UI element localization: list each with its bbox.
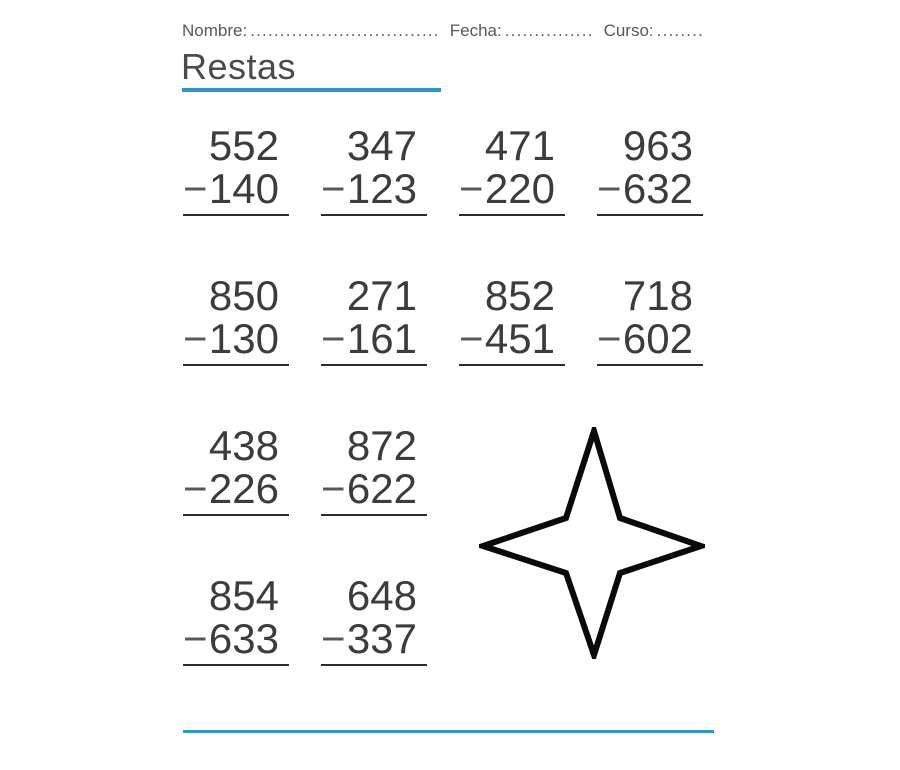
answer-line: [321, 364, 427, 366]
four-pointed-star-icon: [479, 427, 705, 659]
subtraction-problem: [321, 424, 427, 516]
subtrahend: 123: [346, 165, 417, 212]
course-dotted-line: ........: [656, 21, 705, 40]
subtrahend: 226: [208, 465, 279, 512]
subtraction-problem: [459, 274, 565, 366]
date-dotted-line: ...............: [504, 21, 594, 40]
subtraction-problem: [459, 124, 565, 216]
subtrahend: 451: [484, 315, 555, 362]
minus-sign: −: [597, 315, 622, 362]
minuend: 872: [346, 422, 417, 469]
subtraction-problem: [597, 274, 703, 366]
answer-line: [183, 214, 289, 216]
minus-sign: −: [183, 165, 208, 212]
minus-sign: −: [321, 615, 346, 662]
date-field: [450, 21, 594, 41]
subtrahend: 337: [346, 615, 417, 662]
subtraction-problem: [321, 274, 427, 366]
subtrahend: 130: [208, 315, 279, 362]
date-label: Fecha:: [449, 21, 502, 40]
footer-rule: [183, 730, 714, 733]
answer-line: [321, 214, 427, 216]
minuend: 718: [622, 272, 693, 319]
subtraction-problem: [321, 124, 427, 216]
minus-sign: −: [321, 315, 346, 362]
minus-sign: −: [321, 465, 346, 512]
answer-line: [183, 664, 289, 666]
subtraction-problem: [183, 574, 289, 666]
minuend: 347: [346, 122, 417, 169]
subtrahend: 140: [208, 165, 279, 212]
name-label: Nombre:: [182, 21, 248, 40]
answer-line: [597, 364, 703, 366]
subtrahend: 602: [622, 315, 693, 362]
answer-line: [183, 364, 289, 366]
name-dotted-line: ................................: [250, 21, 440, 40]
answer-line: [321, 664, 427, 666]
minuend: 552: [208, 122, 279, 169]
subtraction-problem: [183, 424, 289, 516]
subtrahend: 633: [208, 615, 279, 662]
answer-line: [597, 214, 703, 216]
subtraction-problem: [183, 274, 289, 366]
problem-row-2: [183, 274, 703, 366]
subtraction-problem: [321, 574, 427, 666]
answer-line: [321, 514, 427, 516]
minus-sign: −: [183, 615, 208, 662]
header-fill-in-row: [182, 21, 722, 41]
subtrahend: 622: [346, 465, 417, 512]
course-field: [604, 21, 704, 41]
subtrahend: 220: [484, 165, 555, 212]
minus-sign: −: [597, 165, 622, 212]
minuend: 438: [208, 422, 279, 469]
minus-sign: −: [321, 165, 346, 212]
subtraction-problem: [183, 124, 289, 216]
minuend: 648: [346, 572, 417, 619]
minuend: 963: [622, 122, 693, 169]
answer-line: [459, 214, 565, 216]
subtraction-problem: [597, 124, 703, 216]
problem-row-1: [183, 124, 703, 216]
minuend: 850: [208, 272, 279, 319]
answer-line: [183, 514, 289, 516]
minuend: 271: [346, 272, 417, 319]
answer-line: [459, 364, 565, 366]
page-title: Restas: [181, 46, 297, 87]
minus-sign: −: [183, 315, 208, 362]
subtrahend: 161: [346, 315, 417, 362]
course-label: Curso:: [603, 21, 654, 40]
name-field: [182, 21, 440, 41]
minuend: 471: [484, 122, 555, 169]
minuend: 852: [484, 272, 555, 319]
title-underline: [182, 88, 441, 92]
minuend: 854: [208, 572, 279, 619]
minus-sign: −: [459, 165, 484, 212]
subtrahend: 632: [622, 165, 693, 212]
minus-sign: −: [183, 465, 208, 512]
minus-sign: −: [459, 315, 484, 362]
